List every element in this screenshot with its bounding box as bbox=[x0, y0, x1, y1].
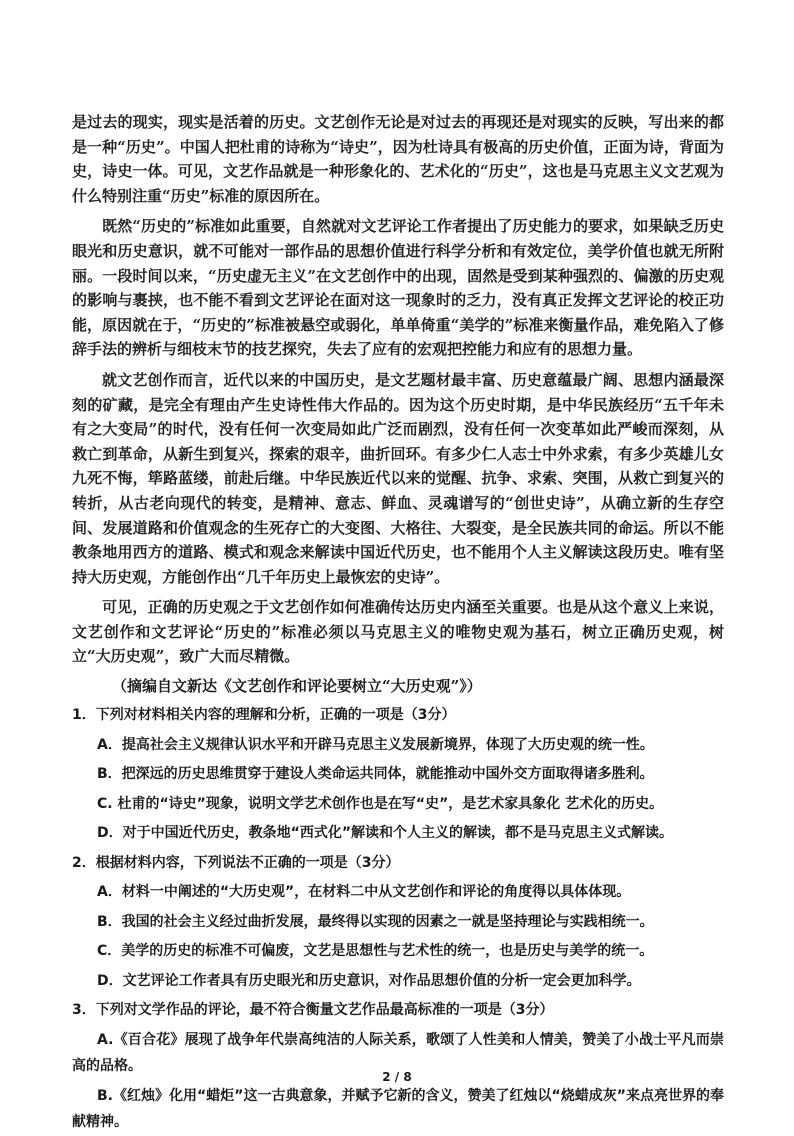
question-3-option-a: A.《百合花》展现了战争年代崇高纯洁的人际关系，歌颂了人性美和人情美，赞美了小战士平凡而崇高的品格。 bbox=[72, 1031, 724, 1075]
passage-paragraph-2: 既然“历史的”标准如此重要，自然就对文艺评论工作者提出了历史能力的要求，如果缺乏历史眼光和历史意识，就不可能对一部作品的思想价值进行科学分析和有效定位，美学价值也就无所附丽。一段时间以来，“历史虚无主义”在文艺创作中的出现，固然是受到某种强烈的、偏激的历史观的影响与裹挟，也不能不看到文艺评论在面对这一现象时的乏力，没有真正发挥文艺评论的校正功能，原因就在于，“历史的”标准被悬空或弱化，单单倚重“美学的”标准来衡量作品，难免陷入了修辞手法的辨析与细枝末节的技艺探究，失去了应有的宏观把控能力和应有的思想力量。 bbox=[72, 217, 724, 359]
page-number: 2 / 8 bbox=[382, 1070, 412, 1084]
passage-paragraph-1: 是过去的现实，现实是活着的历史。文艺创作无论是对过去的再现还是对现实的反映，写出来的都是一种“历史”。中国人把杜甫的诗称为“诗史”，因为杜诗具有极高的历史价值，正面为诗，背面为史，诗史一体。可见，文艺作品就是一种形象化的、艺术化的“历史”，这也是马克思主义文艺观为什么特别注重“历史”标准的原因所在。 bbox=[72, 113, 724, 205]
question-2-option-d: D．文艺评论工作者具有历史眼光和历史意识，对作品思想价值的分析一定会更加科学。 bbox=[97, 972, 641, 989]
question-1-option-c: C. 杜甫的“诗史”现象，说明文学艺术创作也是在写“史”，是艺术家具象化 艺术化的历史。 bbox=[97, 795, 664, 812]
question-1-option-a: A．提高社会主义规律认识水平和开辟马克思主义发展新境界，体现了大历史观的统一性。 bbox=[97, 736, 654, 753]
question-3-stem: 3．下列对文学作品的评论，最不符合衡量文艺作品最高标准的一项是（3分） bbox=[72, 1002, 554, 1019]
question-2-option-c: C．美学的历史的标准不可偏废，文艺是思想性与艺术性的统一，也是历史与美学的统一。 bbox=[97, 943, 654, 960]
question-2-option-a: A．材料一中阐述的“大历史观”，在材料二中从文艺创作和评论的角度得以具体体现。 bbox=[97, 884, 631, 901]
question-2 bbox=[72, 850, 724, 995]
question-1 bbox=[72, 702, 724, 847]
question-1-option-b: B．把深远的历史思维贯穿于建设人类命运共同体，就能推动中国外交方面取得诸多胜利。 bbox=[97, 766, 654, 783]
passage-paragraph-4: 可见，正确的历史观之于文艺创作如何准确传达历史内涵至关重要。也是从这个意义上来说，文艺创作和文艺评论“历史的”标准必须以马克思主义的唯物史观为基石，树立正确历史观，树立“大历史观”，致广大而尽精微。 bbox=[72, 598, 724, 666]
question-3 bbox=[72, 997, 724, 1136]
question-3-option-b: B.《红烛》化用“蜡炬”这一古典意象，并赋予它新的含义，赞美了红烛以“烧蜡成灰”来点亮世界的奉献精神。 bbox=[72, 1087, 724, 1131]
question-2-stem: 2．根据材料内容，下列说法不正确的一项是（3分） bbox=[72, 854, 400, 871]
question-1-option-d: D．对于中国近代历史，教条地“西式化”解读和个人主义的解读，都不是马克思主义式解读。 bbox=[97, 825, 674, 842]
page-content bbox=[72, 110, 724, 1136]
passage-source: （摘编自文新达《文艺创作和评论要树立“大历史观”》） bbox=[112, 677, 482, 696]
passage-paragraph-3: 就文艺创作而言，近代以来的中国历史，是文艺题材最丰富、历史意蕴最广阔、思想内涵最深刻的矿藏，是完全有理由产生史诗性伟大作品的。因为这个历史时期，是中华民族经历“五千年未有之大变局”的时代，没有任何一次变局如此广泛而剧烈，没有任何一次变革如此严峻而深刻，从救亡到革命，从新生到复兴，探索的艰辛，曲折回环。有多少仁人志士中外求索，有多少英雄儿女九死不悔，筚路蓝缕，前赴后继。中华民族近代以来的觉醒、抗争、求索、突围，从救亡到复兴的转折，从古老向现代的转变，是精神、意志、鲜血、灵魂谱写的“创世史诗”，从确立新的生存空间、发展道路和价值观念的生死存亡的大变图、大格往、大裂变，是全民族共同的命运。所以不能教条地用西方的道路、模式和观念来解读中国近代历史，也不能用个人主义解读这段历史。唯有坚持大历史观，方能创作出“几千年历史上最恢宏的史诗”。 bbox=[72, 370, 724, 586]
question-1-stem: 1．下列对材料相关内容的理解和分析，正确的一项是（3分） bbox=[72, 707, 456, 724]
question-2-option-b: B．我国的社会主义经过曲折发展，最终得以实现的因素之一就是坚持理论与实践相统一。 bbox=[97, 913, 654, 930]
